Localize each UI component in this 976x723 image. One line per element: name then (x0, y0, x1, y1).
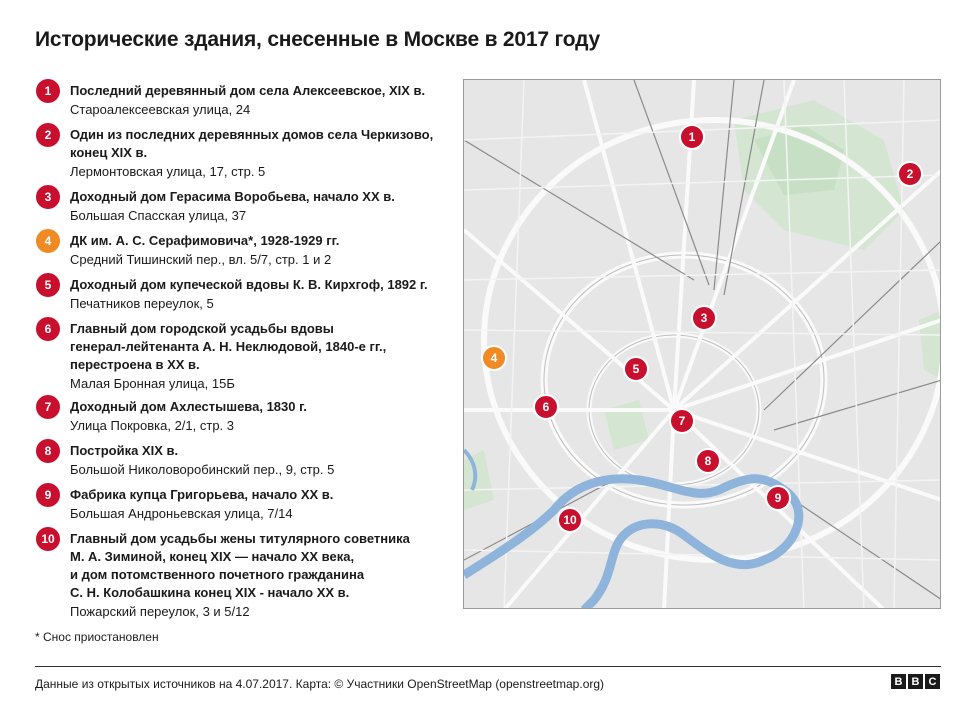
footnote: * Снос приостановлен (35, 630, 159, 644)
page-title: Исторические здания, снесенные в Москве в 2017 году (35, 28, 600, 51)
number-badge: 9 (35, 482, 61, 508)
building-title: Главный дом городской усадьбы вдовы генерал-лейтенанта А. Н. Неклюдовой, 1840-е гг., перестроена в ХХ в. (70, 321, 387, 372)
map-background (464, 80, 941, 609)
map-marker-9[interactable]: 9 (765, 485, 791, 511)
city-map[interactable] (463, 79, 941, 609)
map-marker-5[interactable]: 5 (623, 356, 649, 382)
building-title: Доходный дом Ахлестышева, 1830 г. (70, 399, 307, 414)
number-badge: 6 (35, 316, 61, 342)
building-title: Главный дом усадьбы жены титулярного советника М. А. Зиминой, конец XIX — начало XX века, и дом потомственного почетного гражданина С. Н. Колобашкина конец XIX - начало XX в. (70, 531, 410, 600)
map-marker-7[interactable]: 7 (669, 408, 695, 434)
building-title: Один из последних деревянных домов села Черкизово, конец XIX в. (70, 127, 434, 160)
building-text (70, 188, 462, 225)
logo-letter: B (891, 674, 906, 689)
building-address: Большая Спасская улица, 37 (70, 208, 247, 223)
building-text (70, 530, 462, 621)
map-marker-1[interactable]: 1 (679, 124, 705, 150)
building-text (70, 232, 462, 269)
logo-letter: B (908, 674, 923, 689)
building-address: Улица Покровка, 2/1, стр. 3 (70, 418, 235, 433)
source-credit: Данные из открытых источников на 4.07.2017. Карта: © Участники OpenStreetMap (openstreetmap.org) (35, 677, 605, 691)
map-marker-2[interactable]: 2 (897, 161, 923, 187)
building-address: Печатников переулок, 5 (70, 296, 214, 311)
building-address: Малая Бронная улица, 15Б (70, 376, 235, 391)
building-text (70, 126, 462, 181)
bbc-logo (891, 674, 940, 689)
building-title: Доходный дом Герасима Воробьева, начало ХХ в. (70, 189, 395, 204)
building-address: Большой Николоворобинский пер., 9, стр. 5 (70, 462, 335, 477)
building-text (70, 276, 462, 313)
building-text (70, 82, 462, 119)
number-badge: 1 (35, 78, 61, 104)
building-title: Доходный дом купеческой вдовы К. В. Кирхгоф, 1892 г. (70, 277, 428, 292)
map-marker-3[interactable]: 3 (691, 305, 717, 331)
building-text (70, 320, 462, 393)
number-badge: 7 (35, 394, 61, 420)
map-marker-8[interactable]: 8 (695, 448, 721, 474)
building-text (70, 486, 462, 523)
building-title: Постройка XIX в. (70, 443, 179, 458)
number-badge: 5 (35, 272, 61, 298)
logo-letter: C (925, 674, 940, 689)
number-badge: 4 (35, 228, 61, 254)
map-marker-6[interactable]: 6 (533, 394, 559, 420)
number-badge: 8 (35, 438, 61, 464)
number-badge: 2 (35, 122, 61, 148)
building-address: Пожарский переулок, 3 и 5/12 (70, 604, 250, 619)
building-address: Средний Тишинский пер., вл. 5/7, стр. 1 и 2 (70, 252, 332, 267)
building-address: Лермонтовская улица, 17, стр. 5 (70, 164, 266, 179)
number-badge: 10 (35, 526, 61, 552)
building-title: Фабрика купца Григорьева, начало ХХ в. (70, 487, 334, 502)
building-address: Большая Андроньевская улица, 7/14 (70, 506, 293, 521)
building-address: Староалексеевская улица, 24 (70, 102, 251, 117)
number-badge: 3 (35, 184, 61, 210)
map-marker-4[interactable]: 4 (481, 345, 507, 371)
building-text (70, 442, 462, 479)
footer-divider (35, 666, 941, 667)
building-title: Последний деревянный дом села Алексеевское, XIX в. (70, 83, 426, 98)
building-title: ДК им. А. С. Серафимовича*, 1928-1929 гг. (70, 233, 340, 248)
building-text (70, 398, 462, 435)
map-marker-10[interactable]: 10 (557, 507, 583, 533)
